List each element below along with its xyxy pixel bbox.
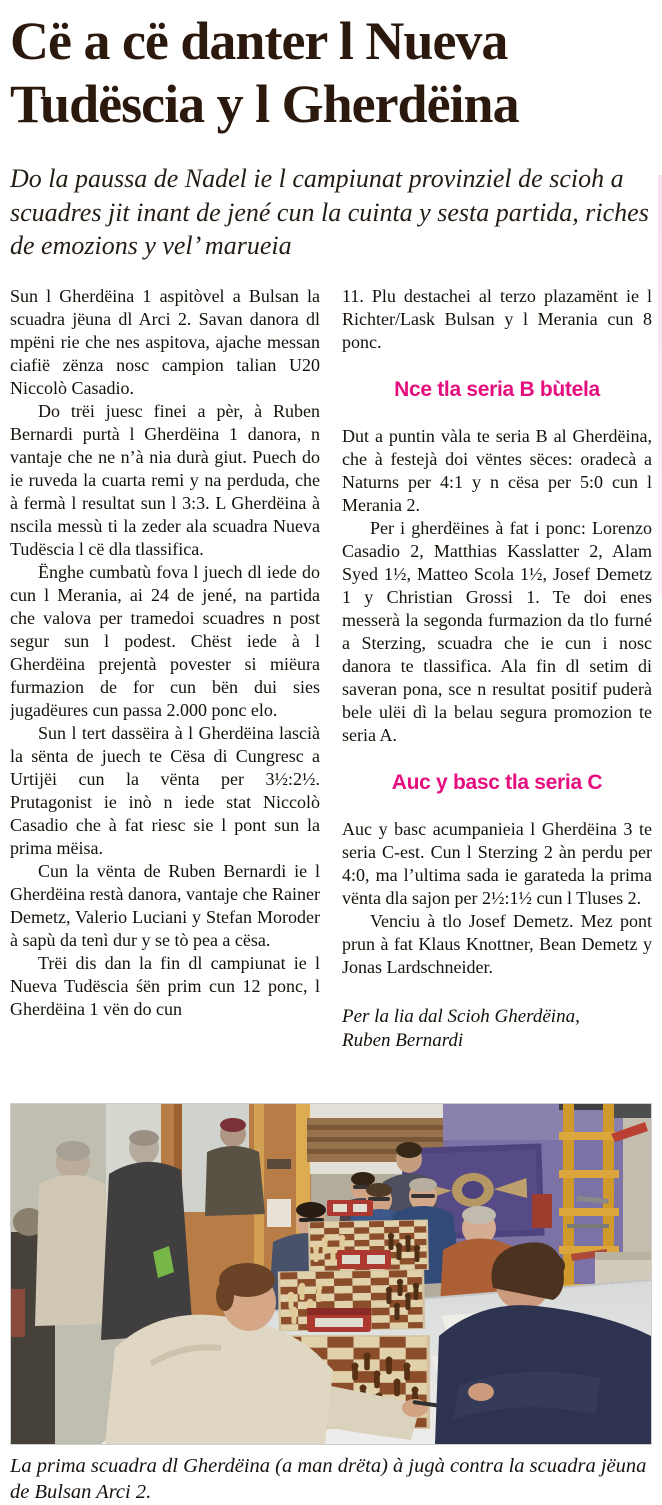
scan-edge-artifact [658,175,662,595]
paragraph: Ënghe cumbatù fova l juech dl iede do cun l Merania, ai 24 de jené, na partida che valova per tramedoi scuadres n post segur sun l podest. Chëst iede à l Gherdëina prejentà povester si miëura furmazion de for cun bën dui sies jugadëures cun passa 2.000 ponc elo. [10,562,320,721]
article-body [10,285,652,1091]
paragraph: Sun l tert dassëira à l Gherdëina lascià la sënta de juech te Cësa di Cungresc a Urtijëi cun la vënta per 3½:2½. Prutagonist ie inò n iede stat Niccolò Casadio che à fat riesc sie l pont sun la prima mëisa. [10,723,320,859]
article-photo [10,1103,652,1445]
article-headline: Cë a cë danter l Nueva Tudëscia y l Gherdëina [10,11,519,135]
paragraph: 11. Plu destachei al terzo plazamënt ie l Richter/Lask Bulsan y l Merania cun 8 ponc. [342,286,652,353]
paragraph: Per i gherdëines à fat i ponc: Lorenzo Casadio 2, Matthias Kasslatter 2, Alam Syed 1½, Matteo Scola 1½, Josef Demetz 1 y Christian Grossi 1. Te doi enes messerà la segonda furmazion da tlo furné a Sterzing, scuadra che ie cun i nosc danora te tlassifica. Ala fin dl setim di saveran pona, sce n resultat positif puderà bele ulëi dì la belau segura promozion te seria A. [342,518,652,746]
paragraph: Sun l Gherdëina 1 aspitòvel a Bulsan la scuadra jëuna dl Arci 2. Savan danora dl mpëni rie che nes aspitova, ajache messan ciafië zënza nosc campion talian U20 Niccolò Casadio. [10,286,320,399]
photo-caption: La prima scuadra dl Gherdëina (a man drëta) à jugà contra la scuadra jëuna de Bulsan Arci 2. [10,1455,647,1503]
paragraph: Cun la vënta de Ruben Bernardi ie l Gherdëina restà danora, vantaje che Rainer Demetz, Valerio Luciani y Stefan Moroder à sapù da tenì dur y se tò pea a cësa. [10,861,320,951]
paragraph: Trëi dis dan la fin dl campiunat ie l Nueva Tudëscia śën prim cun 12 ponc, l Gherdëina 1 vën do cun [10,953,320,1020]
subhead-seria-b: Nce tla seria B bùtela [394,378,600,402]
article-signature [342,1005,652,1053]
body-column-right [342,285,652,1091]
paragraph: Do trëi juesc finei a pèr, à Ruben Bernardi purtà l Gherdëina 1 danora, n vantaje che ne n’à nia durà giut. Puech do ie ruveda la cuarta remi y na perduda, che à fermà l resultat sun l 3:3. L Gherdëina à nscila messù ti la zeder ala scuadra Nueva Tudëscia l cë dla tlassifica. [10,401,320,560]
paragraph: Dut a puntin vàla te seria B al Gherdëina, che à festejà doi vëntes sëces: oradecà a Naturns per 4:1 y n cësa per 5:0 cun l Merania 2. [342,426,652,516]
subhead-seria-c: Auc y basc tla seria C [391,771,603,795]
body-column-left [10,285,320,1091]
paragraph: Auc y basc acumpanieia l Gherdëina 3 te seria C-est. Cun l Sterzing 2 àn perdu per 4:0, ma l’ultima sada ie garateda la prima vënta dla sajon per 2½:1½ cun l Tluses 2. [342,819,652,909]
photo-scene [11,1104,651,1444]
signature-line: Per la lia dal Scioh Gherdëina, [342,1006,580,1028]
article-standfirst: Do la paussa de Nadel ie l campiunat provinziel de scioh a scuadres jit inant de jené cun la cuinta y sesta partida, riches de emozions y vel’ marueia [10,164,649,260]
paragraph: Venciu à tlo Josef Demetz. Mez pont prun à fat Klaus Knottner, Bean Demetz y Jonas Lardschneider. [342,911,652,978]
signature-line: Ruben Bernardi [342,1030,464,1052]
